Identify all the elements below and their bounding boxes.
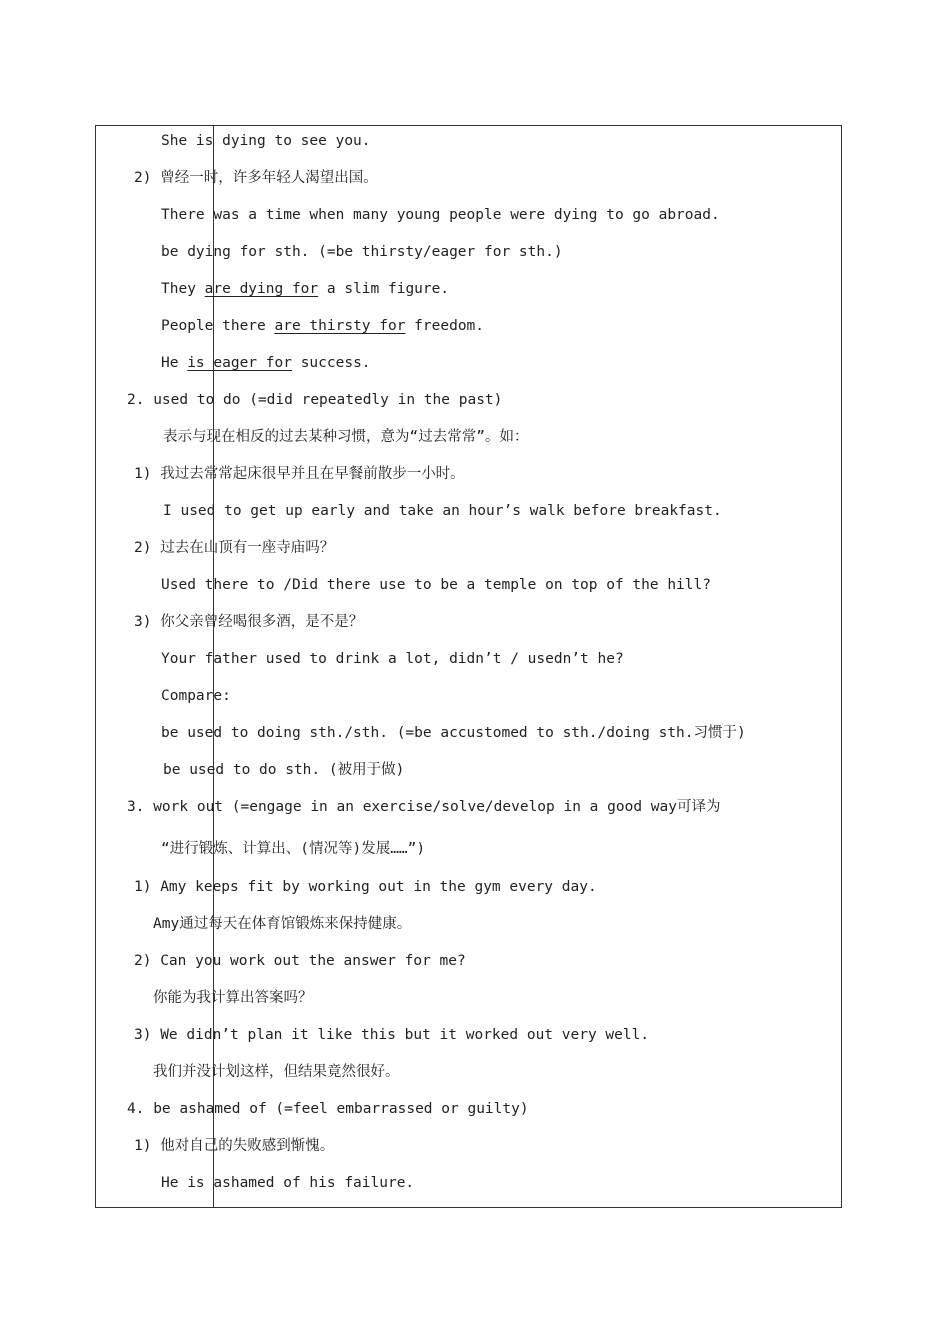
text-line: There was a time when many young people were dying to go abroad. <box>161 207 720 223</box>
text-line: be used to doing sth./sth. (=be accustomed to sth./doing sth.习惯于) <box>161 725 746 741</box>
text-line: He is ashamed of his failure. <box>161 1175 415 1191</box>
text-line <box>161 279 449 299</box>
text-line: Your father used to drink a lot, didn’t / usedn’t he? <box>161 651 624 667</box>
content-table <box>95 125 842 1208</box>
text-line <box>161 316 484 336</box>
text-line: 3) 你父亲曾经喝很多酒，是不是？ <box>134 614 364 630</box>
text-line: 我们并没计划这样，但结果竟然很好。 <box>153 1064 400 1080</box>
text-line: 3. work out (=engage in an exercise/solve/develop in a good way可译为 <box>127 799 721 815</box>
text-line: I used to get up early and take an hour’s walk before breakfast. <box>163 503 722 519</box>
text-segment: People there <box>161 318 275 334</box>
text-line <box>161 353 371 373</box>
text-segment: He <box>161 355 188 371</box>
text-line: 2) Can you work out the answer for me? <box>134 953 466 969</box>
text-line: be dying for sth. (=be thirsty/eager for sth.) <box>161 244 563 260</box>
underlined-phrase: are thirsty for <box>274 318 406 334</box>
underlined-phrase: is eager for <box>187 355 292 371</box>
text-line: 你能为我计算出答案吗？ <box>153 990 313 1006</box>
text-segment: a slim figure. <box>318 281 450 297</box>
text-line: be used to do sth. (被用于做) <box>163 762 405 778</box>
text-segment: freedom. <box>405 318 485 334</box>
text-line: 表示与现在相反的过去某种习惯，意为“过去常常”。如： <box>163 429 529 445</box>
text-line: 2) 过去在山顶有一座寺庙吗？ <box>134 540 335 556</box>
text-line: 4. be ashamed of (=feel embarrassed or guilty) <box>127 1101 529 1117</box>
text-line: 3) We didn’t plan it like this but it worked out very well. <box>134 1027 650 1043</box>
text-line: Used there to /Did there use to be a temple on top of the hill? <box>161 577 711 593</box>
text-line: She is dying to see you. <box>161 133 371 149</box>
text-segment: They <box>161 281 205 297</box>
text-segment: success. <box>291 355 371 371</box>
text-line: Compare: <box>161 688 231 704</box>
text-line: 1) Amy keeps fit by working out in the gym every day. <box>134 879 597 895</box>
text-line: “进行锻炼、计算出、(情况等)发展……”) <box>161 841 426 857</box>
text-line: Amy通过每天在体育馆锻炼来保持健康。 <box>153 916 412 932</box>
text-line: 1) 他对自己的失败感到惭愧。 <box>134 1138 335 1154</box>
text-line: 2) 曾经一时，许多年轻人渴望出国。 <box>134 170 378 186</box>
text-line: 1) 我过去常常起床很早并且在早餐前散步一小时。 <box>134 466 465 482</box>
underlined-phrase: are dying for <box>204 281 319 297</box>
text-line: 2. used to do (=did repeatedly in the past) <box>127 392 503 408</box>
